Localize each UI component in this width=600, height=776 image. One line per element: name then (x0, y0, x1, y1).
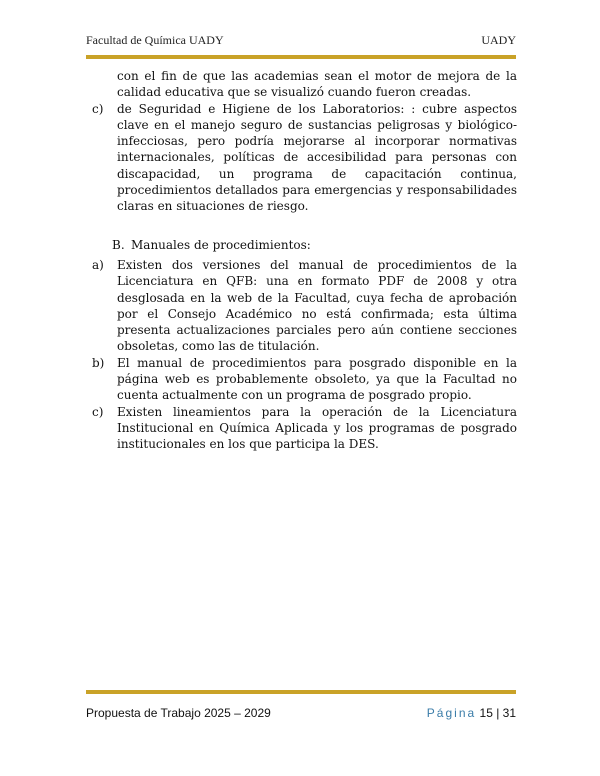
header-right: UADY (481, 33, 516, 47)
list-marker: c) (92, 101, 104, 116)
list-item-b (92, 355, 517, 404)
page-header (86, 33, 516, 48)
list-item-c2 (92, 404, 517, 453)
list-item-text: El manual de procedimientos para posgrado disponible en la página web es probablemente obsoleto, ya que la Facultad no cuenta actualmente con un programa de posgrado propio. (117, 355, 517, 403)
page-count: 15 | 31 (479, 706, 516, 720)
header-rule (86, 55, 516, 59)
page-footer (86, 706, 516, 720)
list-item-a (92, 257, 517, 355)
page-content (92, 68, 517, 453)
page-number (427, 706, 516, 720)
section-title: Manuales de procedimientos: (131, 237, 311, 252)
continuation-paragraph: con el fin de que las academias sean el motor de mejora de la calidad educativa que se visualizó cuando fueron creadas. (117, 69, 517, 100)
pagina-label: Página (426, 706, 477, 720)
list-marker: a) (92, 257, 104, 272)
list-item-text: de Seguridad e Higiene de los Laboratorios: : cubre aspectos clave en el manejo seguro de sustancias peligrosas y biológico-infecciosas, pero podría mejorarse al incorporar normativas internacionales, políticas de accesibilidad para personas con discapacidad, un programa de capacitación continua, procedimientos detallados para emergencias y responsabilidades claras en situaciones de riesgo. (117, 101, 517, 214)
list-item-c (92, 101, 517, 215)
header-left: Facultad de Química UADY (86, 33, 224, 47)
section-marker: B. (112, 237, 125, 252)
section-heading (92, 237, 517, 253)
list-marker: c) (92, 404, 104, 419)
list-marker: b) (92, 355, 105, 370)
footer-title: Propuesta de Trabajo 2025 – 2029 (86, 706, 271, 720)
footer-rule (86, 690, 516, 694)
list-item-text: Existen lineamientos para la operación de la Licenciatura Institucional en Química Aplicada y los programas de posgrado institucionales en los que participa la DES. (117, 404, 517, 452)
list-item-text: Existen dos versiones del manual de procedimientos de la Licenciatura en QFB: una en formato PDF de 2008 y otra desglosada en la web de la Facultad, cuya fecha de aprobación por el Consejo Académico no está confirmada; esta última presenta actualizaciones parciales pero aún contiene secciones obsoletas, como las de titulación. (117, 257, 517, 354)
